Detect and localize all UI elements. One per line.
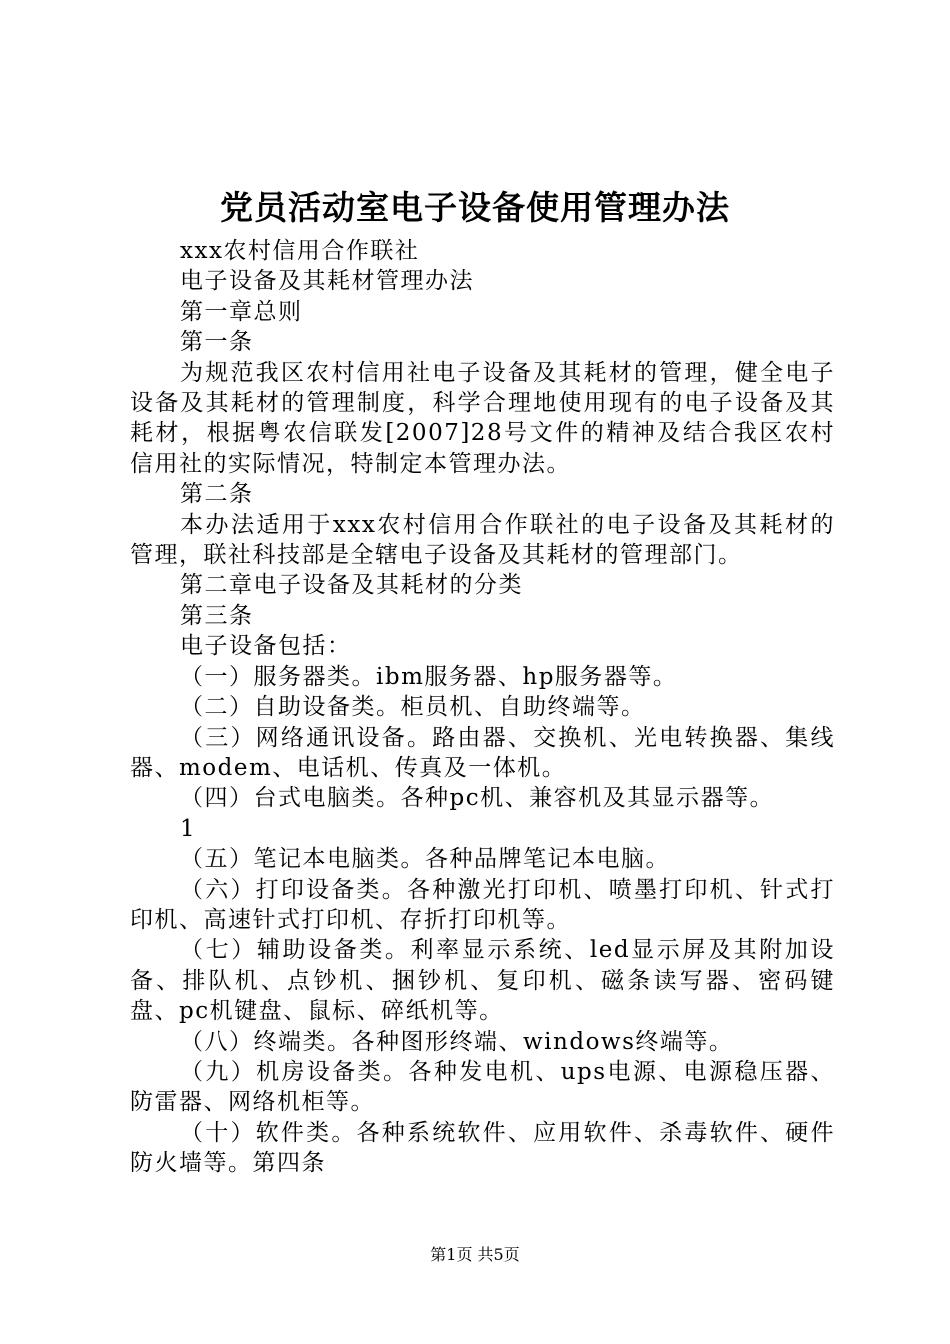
paragraph: 为规范我区农村信用社电子设备及其耗材的管理，健全电子设备及其耗材的管理制度，科学合理地使用现有的电子设备及其耗材，根据粤农信联发[2007]28号文件的精神及结合我区农村信用社的实际情况，特制定本管理办法。 <box>130 359 835 477</box>
paragraph: xxx农村信用合作联社 <box>180 238 420 264</box>
paragraph: （六）打印设备类。各种激光打印机、喷墨打印机、针式打印机、高速针式打印机、存折打印机等。 <box>130 876 835 933</box>
paragraph: 电子设备包括： <box>180 633 352 660</box>
page-footer: 第1页 共5页 <box>430 1245 520 1264</box>
paragraph: 电子设备及其耗材管理办法 <box>180 268 474 295</box>
paragraph: 第二章电子设备及其耗材的分类 <box>180 572 523 599</box>
document-title: 党员活动室电子设备使用管理办法 <box>220 188 730 227</box>
paragraph: （十）软件类。各种系统软件、应用软件、杀毒软件、硬件防火墙等。第四条 <box>130 1119 835 1177</box>
paragraph: （一）服务器类。ibm服务器、hp服务器等。 <box>180 663 678 690</box>
paragraph: （七）辅助设备类。利率显示系统、led显示屏及其附加设备、排队机、点钞机、捆钞机、复印机、磁条读写器、密码键盘、pc机键盘、鼠标、碎纸机等。 <box>130 937 835 1025</box>
paragraph: 第一条 <box>180 329 254 356</box>
paragraph: 第一章总则 <box>180 298 303 325</box>
page-number-marker: 1 <box>180 815 197 842</box>
paragraph: （二）自助设备类。柜员机、自助终端等。 <box>180 694 646 721</box>
paragraph: （八）终端类。各种图形终端、windows终端等。 <box>180 1028 734 1055</box>
paragraph: 第三条 <box>180 602 254 629</box>
paragraph: （五）笔记本电脑类。各种品牌笔记本电脑。 <box>180 846 670 873</box>
paragraph: （四）台式电脑类。各种pc机、兼容机及其显示器等。 <box>180 785 775 812</box>
paragraph: （九）机房设备类。各种发电机、ups电源、电源稳压器、防雷器、网络机柜等。 <box>130 1058 835 1116</box>
paragraph: 本办法适用于xxx农村信用合作联社的电子设备及其耗材的管理，联社科技部是全辖电子设备及其耗材的管理部门。 <box>130 511 835 569</box>
paragraph: （三）网络通讯设备。路由器、交换机、光电转换器、集线器、modem、电话机、传真及一体机。 <box>130 724 835 781</box>
paragraph: 第二条 <box>180 481 254 508</box>
document-body <box>130 236 835 1179</box>
